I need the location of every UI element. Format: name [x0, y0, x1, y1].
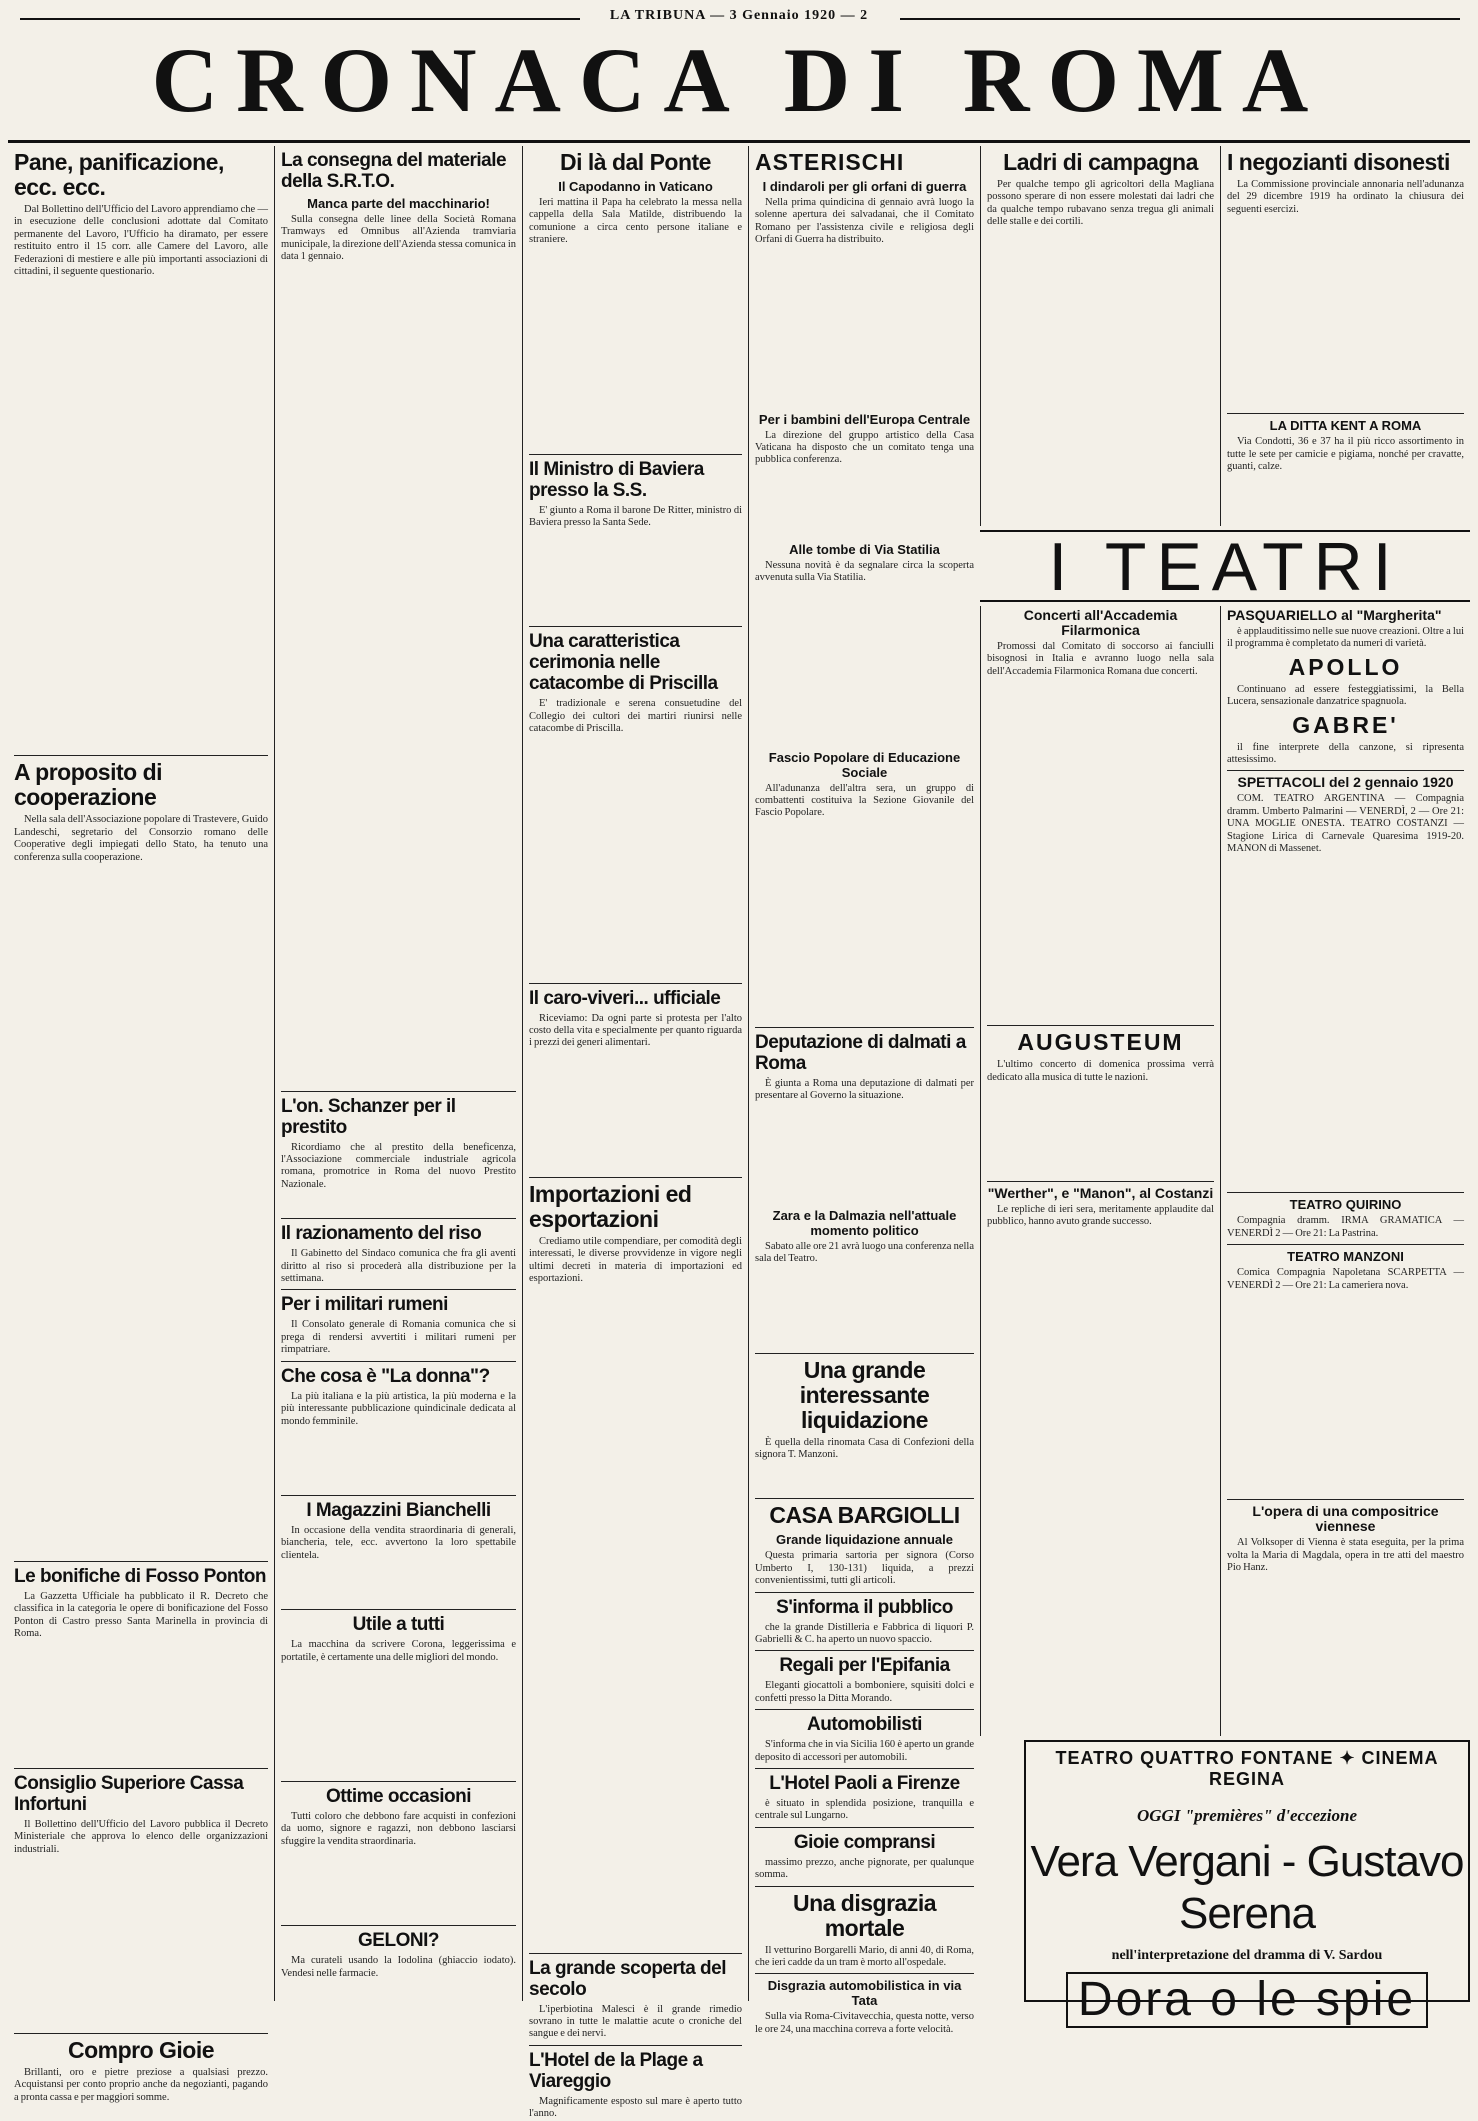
article-subtitle: Il Capodanno in Vaticano — [558, 179, 713, 194]
article-text: Le repliche di ieri sera, meritamente applaudite dal pubblico, hanno avuto grande successo. — [987, 1204, 1214, 1228]
article-text: Crediamo utile compendiare, per comodità degli interessati, le diverse provvidenze in vigore negli ultimi decreti in materia di importazioni ed esportazioni. — [529, 1235, 742, 1285]
article-text: All'adunanza dell'altra sera, un gruppo di combattenti costituiva la Sezione Giovanile del Fascio Popolare. — [755, 782, 974, 819]
article-title: APOLLO — [1288, 653, 1403, 680]
article-title: Per i militari rumeni — [281, 1294, 448, 1316]
article-text: La Gazzetta Ufficiale ha pubblicato il R. Decreto che classifica in la categoria le opere di bonificazione del Fosso Ponton di Castro presso Santa Marinella in provincia di Roma. — [14, 1591, 268, 1640]
article-text: Nessuna novità è da segnalare circa la scoperta avvenuta sulla Via Statilia. — [755, 559, 974, 584]
article-text: è applauditissimo nelle sue nuove creazioni. Oltre a lui il programma è completato da numeri di varietà. — [1227, 626, 1464, 650]
article-text: L'ultimo concerto di domenica prossima verrà dedicato alla musica di tutte le nazioni. — [987, 1059, 1214, 1083]
article-text: Sulla via Roma-Civitavecchia, questa notte, verso le ore 24, una macchina correva a forte velocità. — [755, 2011, 974, 2035]
article-title: ASTERISCHI — [755, 149, 905, 175]
teatri-banner: I TEATRI — [980, 530, 1470, 602]
article-title: Disgrazia automobilistica in via Tata — [767, 1978, 962, 2009]
article-title: Il razionamento del riso — [281, 1223, 482, 1245]
article-title: Alle tombe di Via Statilia — [789, 541, 940, 557]
article-text: La più italiana e la più artistica, la più moderna e la più interessante pubblicazione quindicinale dedicata al mondo femminile. — [281, 1390, 516, 1427]
article-title: TEATRO QUIRINO — [1289, 1197, 1402, 1213]
article-subtitle: Grande liquidazione annuale — [776, 1532, 953, 1548]
ad-drama-line: nell'interpretazione del dramma di V. Sardou — [1111, 1948, 1383, 1963]
article-text: Per qualche tempo gli agricoltori della Magliana possono sperare di non essere molestati dai ladri che da qualche tempo rubavano senza tregua gli animali delle stalle e dei cortili. — [987, 179, 1214, 228]
ad-actors-line: Vera Vergani - Gustavo Serena — [1030, 1837, 1464, 1938]
teatri-column-left — [980, 606, 1220, 1736]
article-text: E' tradizionale e serena consuetudine del Collegio dei cultori dei martiri riunirsi nelle catacombe di Priscilla. — [529, 698, 742, 735]
article-text: Compagnia dramm. IRMA GRAMATICA — VENERDÌ 2 — Ore 21: La Pastrina. — [1227, 1215, 1464, 1239]
article-text: Sabato alle ore 21 avrà luogo una conferenza nella sala del Teatro. — [755, 1240, 974, 1265]
article-title: Regali per l'Epifania — [779, 1655, 950, 1677]
article-text: E' giunto a Roma il barone De Ritter, ministro di Baviera presso la Santa Sede. — [529, 504, 742, 529]
article-text: è situato in splendida posizione, tranquilla e centrale sul Lungarno. — [755, 1797, 974, 1822]
cinema-advertisement — [1024, 1740, 1470, 2026]
article-title: I negozianti disonesti — [1227, 149, 1450, 175]
article-title: L'Hotel de la Plage a Viareggio — [529, 2049, 703, 2092]
article-title: L'opera di una compositrice viennese — [1252, 1503, 1439, 1535]
article-title: Il caro-viveri... ufficiale — [529, 987, 721, 1009]
article-text: massimo prezzo, anche pignorate, per qualunque somma. — [755, 1856, 974, 1881]
column-5 — [980, 146, 1220, 526]
article-title: PASQUARIELLO al "Margherita" — [1227, 607, 1442, 623]
column-2 — [274, 146, 522, 2001]
masthead: CRONACA DI ROMA — [151, 29, 1327, 131]
article-text: È giunta a Roma una deputazione di dalmati per presentare al Governo la situazione. — [755, 1077, 974, 1102]
article-title: L'Hotel Paoli a Firenze — [769, 1772, 960, 1794]
article-title: Gioie compransi — [793, 1831, 936, 1853]
article-title: Deputazione di dalmati a Roma — [755, 1031, 966, 1074]
article-text: Eleganti giocattoli a bomboniere, squisiti dolci e confetti presso la Ditta Morando. — [755, 1680, 974, 1704]
article-title: Le bonifiche di Fosso Ponton — [14, 1566, 266, 1588]
article-text: Sulla consegna delle linee della Società Romana Tramways ed Omnibus all'Azienda tramviaria municipale, la direzione dell'Azienda stessa comunica in data 1 gennaio. — [281, 214, 516, 263]
article-title: TEATRO MANZONI — [1287, 1249, 1404, 1265]
article-text: Magnificamente esposto sul mare è aperto tutto l'anno. — [529, 2095, 742, 2120]
article-text: Nella prima quindicina di gennaio avrà luogo la solenne apertura dei salvadanai, che il Comitato Romano per l'assistenza civile e religiosa degli Orfani di Guerra ha distribuito. — [755, 197, 974, 246]
article-text: Via Condotti, 36 e 37 ha il più ricco assortimento in tutte le sete per camicie e pigiama, nonché per cravatte, guanti, calze. — [1227, 436, 1464, 473]
article-title: Il Ministro di Baviera presso la S.S. — [529, 458, 704, 501]
article-title: Zara e la Dalmazia nell'attuale momento politico — [772, 1207, 957, 1238]
article-text: Brillanti, oro e pietre preziose a qualsiasi prezzo. Acquistansi per conto proprio anche da negozianti, pagando a pronta cassa e per maggiori somme. — [14, 2066, 268, 2103]
article-title: L'on. Schanzer per il prestito — [281, 1095, 456, 1138]
article-title: Importazioni ed esportazioni — [529, 1180, 692, 1232]
article-text: il fine interprete della canzone, si ripresenta attesissimo. — [1227, 741, 1464, 766]
article-text: Dal Bollettino dell'Ufficio del Lavoro apprendiamo che — in esecuzione delle conclusioni adottate dal Comitato permanente del Lavoro, l'Ufficio ha diramato, per essere restituito entro il 15 corr. alle Camere del Lavoro, alle Federazioni di mestiere e alle più importanti associazioni di cittadini, il seguente questionario. — [14, 204, 268, 278]
column-1 — [8, 146, 274, 2103]
article-text: Comica Compagnia Napoletana SCARPETTA — VENERDÌ 2 — Ore 21: La cameriera nova. — [1227, 1267, 1464, 1291]
article-text: Ieri mattina il Papa ha celebrato la messa nella cappella della Sala Matilde, distribuendo la comunione a circa cento persone italiane e straniere. — [529, 197, 742, 246]
article-text: La macchina da scrivere Corona, leggerissima e portatile, è certamente una delle migliori del mondo. — [281, 1639, 516, 1663]
article-text: L'iperbiotina Malesci è il grande rimedio sovrano in tutte le malattie acute o croniche del sangue e dei nervi. — [529, 2003, 742, 2040]
article-title: GABRE' — [1292, 711, 1399, 738]
ad-film-title: Dora o le spie — [1066, 1972, 1428, 2028]
article-subtitle: I dindaroli per gli orfani di guerra — [762, 179, 967, 194]
article-text: Al Volksoper di Vienna è stata eseguita, per la prima volta la Maria di Magdala, opera in tre atti del maestro Pio Hanz. — [1227, 1537, 1464, 1573]
article-title: Concerti all'Accademia Filarmonica — [1023, 607, 1178, 638]
article-title: Ladri di campagna — [1003, 149, 1198, 175]
article-title: Utile a tutti — [352, 1614, 445, 1636]
article-text: Riceviamo: Da ogni parte si protesta per l'alto costo della vita e specialmente per quanto riguarda i prezzi dei generi alimentari. — [529, 1012, 742, 1049]
article-title: Per i bambini dell'Europa Centrale — [758, 411, 971, 427]
article-title: La grande scoperta del secolo — [529, 1957, 727, 2000]
article-text: È quella della rinomata Casa di Confezioni della signora T. Manzoni. — [755, 1436, 974, 1460]
ad-theatre-line: TEATRO QUATTRO FONTANE ✦ CINEMA REGINA — [1055, 1748, 1439, 1789]
column-4 — [748, 146, 980, 2035]
ad-premiere-line: OGGI "premières" d'eccezione — [1137, 1806, 1357, 1825]
article-title: Una caratteristica cerimonia nelle catacombe di Priscilla — [529, 631, 718, 695]
article-title: Che cosa è "La donna"? — [281, 1365, 490, 1387]
article-title: A proposito di cooperazione — [14, 759, 163, 811]
teatri-column-right — [1220, 606, 1470, 1736]
article-text: La direzione del gruppo artistico della Casa Vaticana ha disposto che un comitato tenga una pubblica conferenza. — [755, 429, 974, 466]
article-subtitle: Manca parte del macchinario! — [307, 196, 490, 211]
article-text: Promossi dal Comitato di soccorso ai fanciulli bisognosi in Italia e avranno luogo nella sala dell'Accademia Filarmonica Romana due concerti. — [987, 641, 1214, 677]
article-title: Fascio Popolare di Educazione Sociale — [768, 749, 961, 780]
column-3 — [522, 146, 748, 2120]
article-text: Nella sala dell'Associazione popolare di Trastevere, Guido Landeschi, segretario del Consorzio romano delle Cooperative degli impiegati dello Stato, ha tenuto una conferenza sulla cooperazione. — [14, 814, 268, 863]
article-title: Automobilisti — [807, 1714, 922, 1736]
article-text: che la grande Distilleria e Fabbrica di liquori P. Gabrielli & C. ha aperto un nuovo spaccio. — [755, 1621, 974, 1645]
column-6 — [1220, 146, 1470, 526]
article-title: Una grande interessante liquidazione — [799, 1356, 930, 1433]
article-title: Pane, panificazione, ecc. ecc. — [14, 149, 224, 200]
article-title: SPETTACOLI del 2 gennaio 1920 — [1237, 774, 1454, 791]
article-text: Tutti coloro che debbono fare acquisti in confezioni da uomo, signore e ragazzi, non debbono lasciarsi sfuggire la vendita straordinaria. — [281, 1810, 516, 1847]
running-head-text: LA TRIBUNA — 3 Gennaio 1920 — 2 — [600, 8, 878, 23]
masthead-rule — [8, 140, 1470, 143]
article-title: I Magazzini Bianchelli — [306, 1499, 491, 1521]
article-text: Il Consolato generale di Romania comunica che si prega di rendersi avvertiti i militari rumeni per rimpatriare. — [281, 1319, 516, 1356]
article-title: Una disgrazia mortale — [792, 1889, 937, 1941]
article-title: LA DITTA KENT A ROMA — [1269, 418, 1422, 434]
article-text: In occasione della vendita straordinaria di generali, biancheria, tele, ecc. avvertono la loro spettabile clientela. — [281, 1524, 516, 1561]
article-text: Continuano ad essere festeggiatissimi, la Bella Lucera, sensazionale danzatrice spagnuola. — [1227, 683, 1464, 708]
article-text: Ricordiamo che al prestito della beneficenza, l'Associazione commerciale industriale agricola romana, promotrice in Roma del nuovo Prestito Nazionale. — [281, 1141, 516, 1190]
article-title: AUGUSTEUM — [1017, 1029, 1184, 1056]
article-text: Il Bollettino dell'Ufficio del Lavoro pubblica il Decreto Ministeriale che approva lo elenco delle organizzazioni industriali. — [14, 1818, 268, 1855]
article-text: Il Gabinetto del Sindaco comunica che fra gli aventi diritto al riso si procederà alla distribuzione per la settimana. — [281, 1248, 516, 1285]
article-title: Compro Gioie — [67, 2036, 215, 2063]
article-text: COM. TEATRO ARGENTINA — Compagnia dramm. Umberto Palmarini — VENERDÌ, 2 — Ore 21: UNA MOGLIE ONESTA. TEATRO COSTANZI — Stagione Lirica di Carnevale Quaresima 1919-20. MANON di Massenet. — [1227, 793, 1464, 855]
article-title: Consiglio Superiore Cassa Infortuni — [14, 1772, 244, 1815]
article-title: GELONI? — [358, 1930, 439, 1952]
article-text: S'informa che in via Sicilia 160 è aperto un grande deposito di accessori per automobili. — [755, 1739, 974, 1763]
article-title: CASA BARGIOLLI — [769, 1502, 960, 1529]
article-title: Di là dal Ponte — [560, 149, 711, 175]
article-title: S'informa il pubblico — [776, 1596, 953, 1618]
article-text: Il vetturino Borgarelli Mario, di anni 40, di Roma, che ieri cadde da un tram è morto all'ospedale. — [755, 1944, 974, 1968]
article-text: La Commissione provinciale annonaria nell'adunanza del 29 dicembre 1919 ha ordinato la chiusura dei seguenti esercizi. — [1227, 179, 1464, 215]
article-title: "Werther", e "Manon", al Costanzi — [987, 1185, 1214, 1202]
article-title: La consegna del materiale della S.R.T.O. — [281, 150, 507, 192]
article-text: Ma curateli usando la Iodolina (ghiaccio iodato). Vendesi nelle farmacie. — [281, 1955, 516, 1979]
running-head — [0, 8, 1478, 28]
article-title: Ottime occasioni — [325, 1785, 472, 1807]
article-text: Questa primaria sartoria per signora (Corso Umberto I, 130-131) liquida, a prezzi convenientissimi, tutti gli articoli. — [755, 1550, 974, 1587]
